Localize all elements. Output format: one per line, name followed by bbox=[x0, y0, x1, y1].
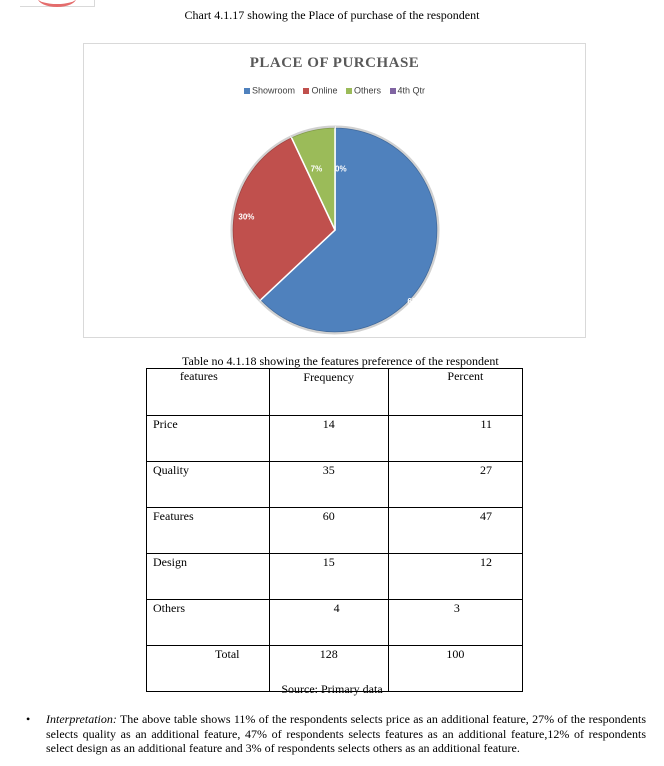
pie-data-label: 63% bbox=[407, 297, 424, 307]
chart-title: PLACE OF PURCHASE bbox=[249, 55, 420, 71]
table-cell: 35 bbox=[269, 462, 388, 508]
source-note: Source: Primary data bbox=[281, 682, 383, 696]
table-cell: 100 bbox=[388, 646, 522, 692]
table-cell: 3 bbox=[388, 600, 522, 646]
chart-caption: Chart 4.1.17 showing the Place of purchase of the respondent bbox=[184, 8, 480, 22]
interpretation-paragraph bbox=[46, 712, 646, 756]
table-cell: 15 bbox=[269, 554, 388, 600]
table-cell: Total bbox=[147, 646, 270, 692]
table-header-cell: features bbox=[147, 369, 270, 416]
table-header-row bbox=[147, 369, 523, 416]
table-cell: 14 bbox=[269, 416, 388, 462]
header-logo-fragment bbox=[20, 0, 95, 7]
table-row bbox=[147, 462, 523, 508]
table-cell: Design bbox=[147, 554, 270, 600]
interpretation-text: The above table shows 11% of the respondents selects price as an additional feature, 27% of the respondents selects quality as an additional feature, 47% of respondents selects features as an additional feature,12% of respondents select design as an additional feature and 3% of respondents selects others as an additional feature. bbox=[46, 712, 646, 755]
table-cell: 11 bbox=[388, 416, 522, 462]
legend-label: 4th Qtr bbox=[397, 85, 426, 96]
table-row bbox=[147, 600, 523, 646]
table-cell: Features bbox=[147, 508, 270, 554]
legend-label: Others bbox=[354, 85, 382, 96]
table-cell: 4 bbox=[269, 600, 388, 646]
table-cell: 128 bbox=[269, 646, 388, 692]
table-cell: 27 bbox=[388, 462, 522, 508]
table-cell: Quality bbox=[147, 462, 270, 508]
pie-data-label: 30% bbox=[238, 212, 255, 222]
table-row bbox=[147, 554, 523, 600]
table-cell: 47 bbox=[388, 508, 522, 554]
table-cell: 60 bbox=[269, 508, 388, 554]
table-header-cell: Frequency bbox=[269, 369, 388, 416]
table-row bbox=[147, 416, 523, 462]
table-cell: Others bbox=[147, 600, 270, 646]
bullet-icon: • bbox=[26, 712, 31, 726]
pie-data-label: 7% bbox=[310, 164, 323, 174]
table-caption: Table no 4.1.18 showing the features preference of the respondent bbox=[182, 354, 499, 368]
pie-data-label: 0% bbox=[335, 164, 347, 174]
pie-svg bbox=[84, 44, 587, 339]
interpretation-lead: Interpretation: bbox=[46, 712, 117, 726]
table-cell: Price bbox=[147, 416, 270, 462]
legend-label: Online bbox=[311, 85, 338, 96]
table-cell: 12 bbox=[388, 554, 522, 600]
pie-chart bbox=[83, 43, 586, 338]
legend-label: Showroom bbox=[251, 85, 295, 96]
table-header-cell: Percent bbox=[388, 369, 522, 416]
table-row bbox=[147, 508, 523, 554]
features-table bbox=[146, 368, 523, 692]
